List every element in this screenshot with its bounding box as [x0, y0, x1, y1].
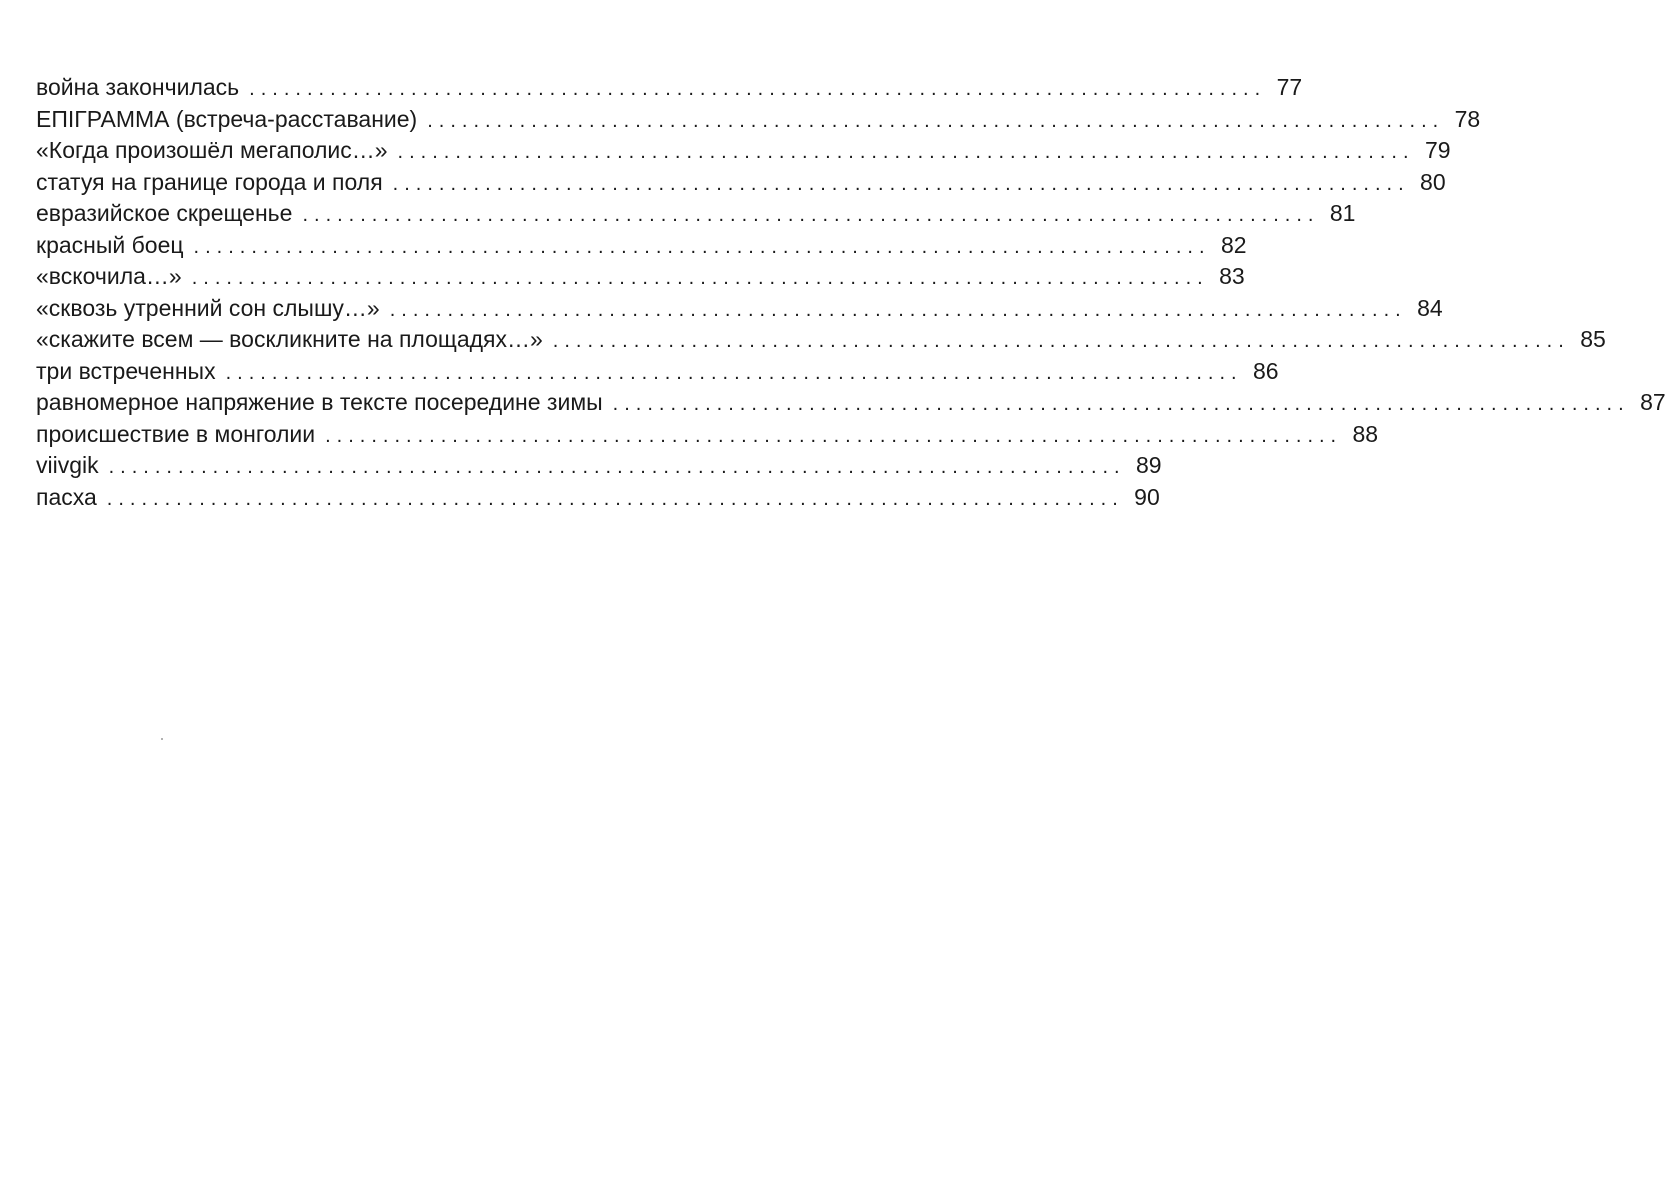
- dot-leader: ........................................................................................: [225, 361, 1243, 384]
- dot-leader: ........................................................................................: [106, 487, 1124, 510]
- toc-entry: [36, 482, 1160, 514]
- toc-entry-title: «вскочила…»: [36, 263, 182, 289]
- toc-entry-page: 84: [1417, 294, 1443, 321]
- dot-leader: ........................................................................................: [397, 141, 1415, 163]
- toc-entry: [36, 419, 1379, 451]
- toc-entry: [36, 293, 1443, 325]
- toc-entry-page: 79: [1424, 137, 1451, 163]
- toc-entry-page: 78: [1454, 105, 1481, 132]
- dot-leader: ........................................................................................: [552, 330, 1570, 352]
- toc-entry-title: красный боец: [36, 231, 184, 258]
- toc-entry-page: 80: [1420, 168, 1446, 195]
- toc-entry-title: «Когда произошёл мегаполис…»: [36, 137, 388, 163]
- toc-entry: [36, 198, 1356, 230]
- toc-entry-title: «сквозь утренний сон слышу…»: [36, 294, 380, 321]
- toc-entry: [36, 450, 1162, 482]
- toc-entry-page: 82: [1220, 231, 1247, 258]
- toc-entry-page: 86: [1252, 357, 1279, 384]
- toc-entry: [36, 104, 1481, 136]
- toc-entry-title: происшествие в монголии: [36, 420, 316, 447]
- toc-entry: [36, 356, 1279, 388]
- toc-entry-page: 85: [1580, 326, 1606, 352]
- toc-entry-page: 88: [1352, 420, 1379, 447]
- toc-entry: [36, 230, 1247, 262]
- dot-leader: ........................................................................................: [108, 456, 1126, 478]
- toc-entry-title: война закончилась: [36, 74, 240, 100]
- toc-entry-page: 90: [1134, 483, 1160, 510]
- toc-entry: [36, 135, 1451, 167]
- toc-entry-title: статуя на границе города и поля: [36, 168, 383, 195]
- dot-leader: ........................................................................................: [427, 109, 1445, 132]
- toc-entry-page: 77: [1276, 74, 1303, 100]
- toc-entry-title: «скажите всем — воскликните на площадях…»: [36, 326, 543, 352]
- toc-entry-title: равномерное напряжение в тексте посередине зимы: [36, 389, 603, 415]
- dot-leader: ........................................................................................: [389, 298, 1407, 321]
- toc-entry-title: три встреченных: [36, 357, 216, 384]
- dot-leader: ........................................................................................: [392, 172, 1410, 195]
- table-of-contents: [36, 72, 1666, 513]
- toc-entry: [36, 324, 1606, 356]
- dot-leader: ........................................................................................: [325, 424, 1343, 447]
- toc-entry-title: евразийское скрещенье: [36, 200, 293, 226]
- dot-leader: ........................................................................................: [191, 267, 1209, 289]
- toc-entry: [36, 387, 1666, 419]
- dot-leader: ........................................................................................: [249, 78, 1267, 100]
- toc-entry-page: 81: [1329, 200, 1356, 226]
- toc-entry: [36, 167, 1446, 199]
- toc-entry-title: ЕПІГРАММА (встреча-расставание): [36, 105, 418, 132]
- toc-entry-page: 89: [1136, 452, 1162, 478]
- toc-entry-page: 83: [1219, 263, 1245, 289]
- dot-leader: ........................................................................................: [612, 393, 1630, 415]
- paper-speck: [161, 738, 163, 740]
- toc-entry: [36, 72, 1303, 104]
- toc-entry-page: 87: [1640, 389, 1666, 415]
- dot-leader: ........................................................................................: [193, 235, 1211, 258]
- dot-leader: ........................................................................................: [302, 204, 1320, 226]
- toc-entry-title: viivgik: [36, 452, 99, 478]
- toc-entry: [36, 261, 1245, 293]
- toc-entry-title: пасха: [36, 483, 97, 510]
